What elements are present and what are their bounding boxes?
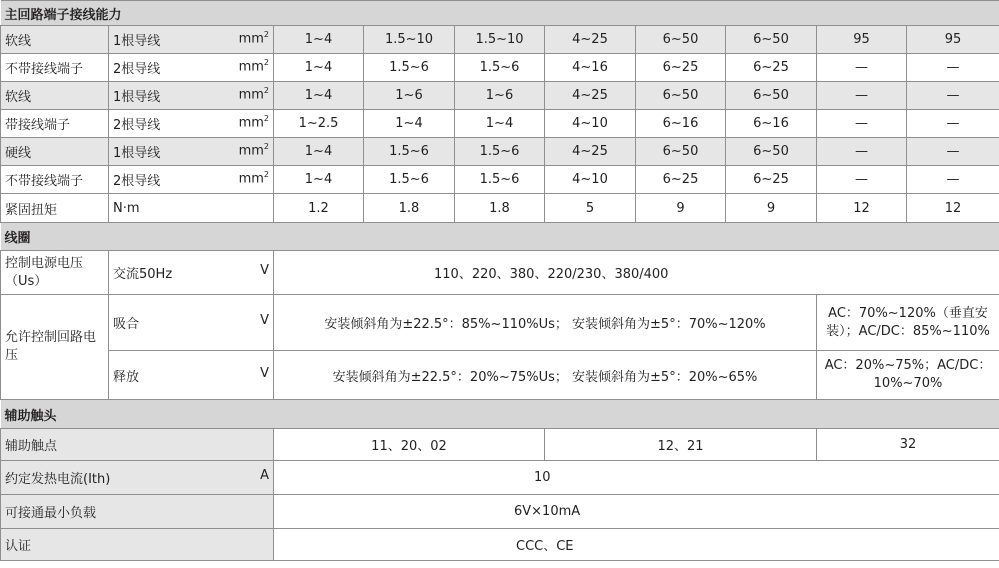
terminal-value: —: [907, 138, 999, 166]
terminal-value: —: [907, 54, 999, 82]
conductor-count: 2根导线: [113, 174, 161, 189]
cert-label: 认证: [1, 529, 274, 561]
wire-condition: [109, 82, 274, 110]
pickup-label: 吸合 V: [109, 295, 274, 351]
terminal-value: 1~4: [455, 110, 545, 138]
conductor-count: 1根导线: [113, 34, 161, 49]
terminal-value: —: [817, 138, 907, 166]
terminal-row: [1, 26, 999, 54]
control-voltage-row: [1, 251, 999, 295]
torque-unit: N·m: [109, 194, 274, 223]
terminal-value: 1.5~6: [364, 54, 455, 82]
release-label: 释放 V: [109, 351, 274, 400]
terminal-value: 1.5~6: [364, 138, 455, 166]
unit-mm2: $mm^2$: [238, 170, 269, 187]
ith-label: 约定发热电流(Ith) A: [1, 461, 274, 495]
terminal-row: [1, 110, 999, 138]
unit-mm2: $mm^2$: [238, 86, 269, 103]
torque-value: 9: [636, 194, 726, 223]
terminal-value: 1.5~6: [455, 166, 545, 194]
terminal-value: 1~4: [364, 110, 455, 138]
aux-contacts-value-3: 32: [817, 429, 999, 461]
release-row: [1, 351, 999, 400]
terminal-value: 95: [817, 26, 907, 54]
cert-row: [1, 529, 999, 561]
terminal-value: 95: [907, 26, 999, 54]
section-aux-title: 辅助触头: [1, 400, 999, 429]
wire-condition: [109, 166, 274, 194]
terminal-value: 1~4: [274, 82, 364, 110]
wire-condition: [109, 110, 274, 138]
terminal-value: 6~50: [726, 138, 817, 166]
torque-value: 1.8: [455, 194, 545, 223]
torque-value: 1.8: [364, 194, 455, 223]
terminal-value: 1.5~6: [455, 54, 545, 82]
aux-contacts-row: [1, 429, 999, 461]
unit-mm2: $mm^2$: [238, 58, 269, 75]
wire-type: 带接线端子: [1, 110, 109, 138]
terminal-value: 6~25: [636, 166, 726, 194]
min-load-label: 可接通最小负载: [1, 495, 274, 529]
terminal-value: 6~25: [726, 54, 817, 82]
ith-value: 10: [274, 461, 999, 495]
wire-condition: [109, 138, 274, 166]
torque-label: 紧固扭矩: [1, 194, 109, 223]
terminal-value: —: [817, 82, 907, 110]
terminal-value: 4~10: [545, 166, 636, 194]
min-load-value: 6V×10mA: [274, 495, 999, 529]
terminal-value: 4~16: [545, 54, 636, 82]
terminal-value: 4~25: [545, 26, 636, 54]
terminal-value: 6~50: [726, 82, 817, 110]
aux-contacts-value-2: 12、21: [545, 429, 817, 461]
terminal-value: 1~4: [274, 138, 364, 166]
section-terminal-row: [1, 1, 999, 26]
wire-condition: [109, 26, 274, 54]
wire-condition: [109, 54, 274, 82]
terminal-row: [1, 138, 999, 166]
conductor-count: 1根导线: [113, 146, 161, 161]
terminal-value: 6~50: [636, 82, 726, 110]
terminal-value: 1.5~10: [455, 26, 545, 54]
conductor-count: 2根导线: [113, 62, 161, 77]
terminal-value: 1~6: [364, 82, 455, 110]
terminal-value: 1.5~10: [364, 26, 455, 54]
terminal-value: 1.5~6: [364, 166, 455, 194]
torque-value: 5: [545, 194, 636, 223]
terminal-value: —: [817, 54, 907, 82]
allow-voltage-label: 允许控制回路电压: [1, 295, 109, 400]
terminal-value: 6~16: [726, 110, 817, 138]
section-aux-row: [1, 400, 999, 429]
terminal-value: —: [907, 110, 999, 138]
pickup-row: [1, 295, 999, 351]
torque-row: [1, 194, 999, 223]
control-voltage-value: 110、220、380、220/230、380/400: [274, 251, 999, 295]
pickup-right-value: AC：70%~120%（垂直安装）；AC/DC：85%~110%: [817, 295, 999, 351]
control-voltage-label: 控制电源电压（Us）: [1, 251, 109, 295]
release-right-value: AC：20%~75%；AC/DC：10%~70%: [817, 351, 999, 400]
terminal-value: 6~25: [636, 54, 726, 82]
aux-contacts-value-1: 11、20、02: [274, 429, 545, 461]
terminal-row: [1, 82, 999, 110]
terminal-value: 6~16: [636, 110, 726, 138]
control-voltage-sub: 交流50Hz V: [109, 251, 274, 295]
terminal-value: 4~25: [545, 138, 636, 166]
unit-mm2: $mm^2$: [238, 114, 269, 131]
terminal-value: 6~50: [636, 138, 726, 166]
wire-type: 软线: [1, 26, 109, 54]
wire-type: 软线: [1, 82, 109, 110]
release-value: 安装倾斜角为±22.5°：20%~75%Us； 安装倾斜角为±5°：20%~65%: [274, 351, 817, 400]
terminal-value: 4~25: [545, 82, 636, 110]
terminal-value: 1~4: [274, 166, 364, 194]
wire-type: 不带接线端子: [1, 166, 109, 194]
cert-value: CCC、CE: [274, 529, 999, 561]
terminal-value: 1~4: [274, 54, 364, 82]
terminal-value: 1~6: [455, 82, 545, 110]
ith-row: [1, 461, 999, 495]
unit-mm2: $mm^2$: [238, 30, 269, 47]
torque-value: 9: [726, 194, 817, 223]
terminal-row: [1, 166, 999, 194]
pickup-value: 安装倾斜角为±22.5°：85%~110%Us； 安装倾斜角为±5°：70%~120%: [274, 295, 817, 351]
torque-value: 12: [907, 194, 999, 223]
conductor-count: 2根导线: [113, 118, 161, 133]
terminal-value: 6~50: [636, 26, 726, 54]
terminal-value: 1~4: [274, 26, 364, 54]
wire-type: 硬线: [1, 138, 109, 166]
terminal-value: —: [817, 166, 907, 194]
conductor-count: 1根导线: [113, 90, 161, 105]
section-coil-title: 线圈: [1, 223, 999, 251]
aux-contacts-label: 辅助触点: [1, 429, 274, 461]
terminal-value: 6~25: [726, 166, 817, 194]
section-terminal-title: 主回路端子接线能力: [1, 1, 999, 26]
wire-type: 不带接线端子: [1, 54, 109, 82]
section-coil-row: [1, 223, 999, 251]
torque-value: 12: [817, 194, 907, 223]
terminal-value: —: [907, 82, 999, 110]
terminal-value: 6~50: [726, 26, 817, 54]
unit-mm2: $mm^2$: [238, 142, 269, 159]
terminal-value: 1~2.5: [274, 110, 364, 138]
terminal-row: [1, 54, 999, 82]
min-load-row: [1, 495, 999, 529]
terminal-value: 4~10: [545, 110, 636, 138]
terminal-value: —: [817, 110, 907, 138]
torque-value: 1.2: [274, 194, 364, 223]
terminal-value: —: [907, 166, 999, 194]
terminal-value: 1.5~6: [455, 138, 545, 166]
